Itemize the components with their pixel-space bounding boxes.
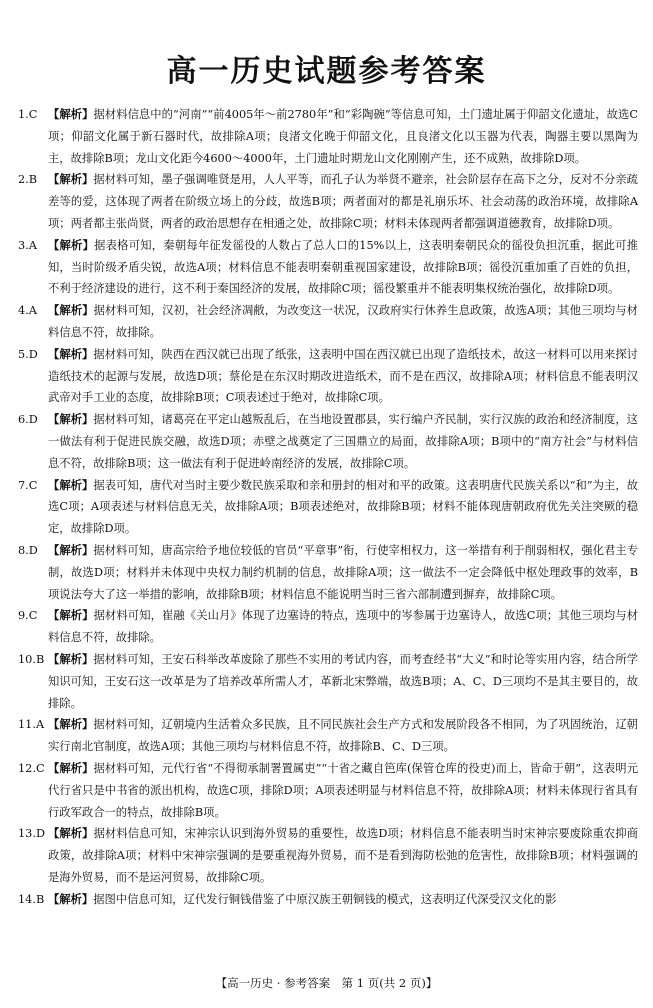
answer-item <box>18 235 638 300</box>
answer-text: 据图中信息可知，辽代发行铜钱借鉴了中原汉族王朝铜钱的模式，这表明辽代深受汉文化的影 <box>93 892 557 906</box>
answer-text: 据材料信息可知，宋神宗认识到海外贸易的重要性，故选D项；材料信息不能表明当时宋神宗要废除重农抑商政策，故排除A项；材料中宋神宗强调的是要重视海外贸易，而不是看到海防松弛的危害性，故排除B项；材料强调的是海外贸易，而不是运河贸易，故排除C项。 <box>48 827 638 884</box>
answer-number: 8.D <box>18 543 38 557</box>
answer-number: 6.D <box>18 413 38 427</box>
answer-number: 4.A <box>18 304 37 318</box>
answer-item <box>18 758 638 823</box>
analysis-tag: 【解析】 <box>48 413 94 427</box>
analysis-tag: 【解析】 <box>48 173 94 187</box>
analysis-tag: 【解析】 <box>48 892 94 906</box>
answer-item <box>18 823 638 888</box>
answer-text: 据材料可知，元代行省“不得彻承制署置属吏”“十省之藏自笆库(保管仓库的役吏)而上，皆命于朝”，这表明元代行省只是中书省的派出机构，故选C项，排除D项；A项表述明显与材料信息不符，故排除A项；材料未体现行省具有行政军政合一的特点，故排除B项。 <box>48 761 638 819</box>
answer-number: 14.B <box>18 892 45 906</box>
answer-number: 2.B <box>18 173 38 187</box>
answer-number: 5.D <box>18 347 38 361</box>
analysis-tag: 【解析】 <box>48 238 95 252</box>
answer-text: 据表可知，唐代对当时主要少数民族采取和亲和册封的相对和平的政策。这表明唐代民族关系以“和”为主，故选C项；A项表述与材料信息无关，故排除A项；B项表述绝对，故排除B项；材料不能体现唐朝政府优先关注突厥的稳定，故排除D项。 <box>48 478 638 536</box>
page-footer: 【高一历史 · 参考答案 第 1 页(共 2 页)】 <box>215 976 438 990</box>
answer-list <box>18 104 638 910</box>
answer-item <box>18 540 638 605</box>
answer-item <box>18 169 638 234</box>
answer-text: 据材料可知，崔融《关山月》体现了边塞诗的特点，选项中的岑参属于边塞诗人，故选C项；其他三项均与材料信息不符，故排除。 <box>48 609 638 645</box>
answer-number: 9.C <box>18 609 38 623</box>
answer-item <box>18 649 638 714</box>
answer-item <box>18 605 638 649</box>
answer-number: 7.C <box>18 478 38 492</box>
answer-item <box>18 409 638 474</box>
analysis-tag: 【解析】 <box>48 543 94 557</box>
answer-text: 据材料可知，诸葛亮在平定山越叛乱后，在当地设置郡县，实行编户齐民制，实行汉族的政治和经济制度，这一做法有利于促进民族交融，故选D项；赤壁之战奠定了三国鼎立的局面，故排除A项；B项中的“南方社会”与材料信息不符，故排除B项；这一做法有利于促进岭南经济的发展，故排除C项。 <box>48 413 638 470</box>
answer-text: 据材料可知，陕西在西汉就已出现了纸张，这表明中国在西汉就已出现了造纸技术，故这一材料可以用来探讨造纸技术的起源与发展，故选D项；蔡伦是在东汉时期改进造纸术，而不是在西汉，故排除A项；材料信息不能表明汉武帝对手工业的态度，故排除B项；C项表述过于绝对，故排除C项。 <box>48 347 638 405</box>
answer-number: 12.C <box>18 761 45 775</box>
answer-number: 10.B <box>18 652 45 666</box>
answer-item <box>18 104 638 169</box>
answer-text: 据材料可知，汉初，社会经济凋敝，为改变这一状况，汉政府实行休养生息政策，故选A项；其他三项均与材料信息不符，故排除。 <box>48 304 638 339</box>
analysis-tag: 【解析】 <box>48 304 94 318</box>
answer-text: 据材料可知，辽朝境内生活着众多民族，且不同民族社会生产方式和发展阶段各不相同，为了巩固统治，辽朝实行南北官制度，故选A项；其他三项均与材料信息不符，故排除B、C、D三项。 <box>48 718 638 754</box>
page-title: 高一历史试题参考答案 <box>166 54 487 89</box>
analysis-tag: 【解析】 <box>48 761 94 775</box>
answer-item <box>18 714 638 758</box>
answer-item <box>18 300 638 344</box>
answer-text: 据材料可知，唐高宗给予地位较低的官员“平章事”衔，行使宰相权力，这一举措有利于削弱相权，强化君主专制，故选D项；材料并未体现中央权力制约机制的信息，故排除A项；这一做法不一定会降低中枢处理政事的效率，B项说法夸大了这一举措的影响，故排除B项；材料信息不能说明当时三省六部制遭到摒弃，故排除C项。 <box>48 543 638 601</box>
answer-number: 13.D <box>18 827 46 841</box>
answer-item <box>18 889 638 911</box>
answer-item <box>18 475 638 540</box>
analysis-tag: 【解析】 <box>48 108 94 121</box>
answer-text: 据材料可知，墨子强调唯贤是用，人人平等，而孔子认为举贤不避亲，社会阶层存在高下之分，反对不分亲疏差等的爱，这体现了两者在阶级立场上的分歧，故选B项；两者面对的都是礼崩乐坏、社会动荡的政治环境，故排除A项；两者都主张尚贤，两者的政治思想存在相通之处，故排除C项；材料未体现两者都强调道德教育，故排除D项。 <box>48 173 638 230</box>
analysis-tag: 【解析】 <box>48 718 94 732</box>
answer-text: 据材料可知，王安石科举改革废除了那些不实用的考试内容，而考查经书“大义”和时论等实用内容，结合所学知识可知，王安石这一改革是为了培养改革所需人才，革新北宋弊端，故选B项；A、C、D三项均不是其主要目的，故排除。 <box>48 652 638 710</box>
answer-number: 11.A <box>18 718 45 732</box>
answer-item <box>18 344 638 409</box>
analysis-tag: 【解析】 <box>48 652 94 666</box>
answer-number: 3.A <box>18 238 37 252</box>
analysis-tag: 【解析】 <box>48 827 94 841</box>
answer-number: 1.C <box>18 108 38 121</box>
analysis-tag: 【解析】 <box>48 478 94 492</box>
answer-text: 据材料信息中的“河南”“前4005年～前2780年”和“彩陶碗”等信息可知，土门遗址属于仰韶文化遗址，故选C项；仰韶文化属于新石器时代，故排除A项；良渚文化晚于仰韶文化，且良渚文化以玉器为代表，陶器主要以黑陶为主，故排除B项；龙山文化距今4600～4000年，土门遗址时期龙山文化刚刚产生，还不成熟，故排除D项。 <box>48 108 638 165</box>
analysis-tag: 【解析】 <box>48 609 94 623</box>
analysis-tag: 【解析】 <box>48 347 94 361</box>
answer-text: 据表格可知，秦朝每年征发徭役的人数占了总人口的15%以上，这表明秦朝民众的徭役负担沉重，据此可推知，当时阶级矛盾尖锐，故选A项；材料信息不能表明秦朝重视国家建设，故排除B项；徭役沉重加重了百姓的负担，不利于经济建设的进行，这不利于秦国经济的发展，故排除C项；徭役繁重并不能表明集权统治强化，故排除D项。 <box>48 238 638 296</box>
